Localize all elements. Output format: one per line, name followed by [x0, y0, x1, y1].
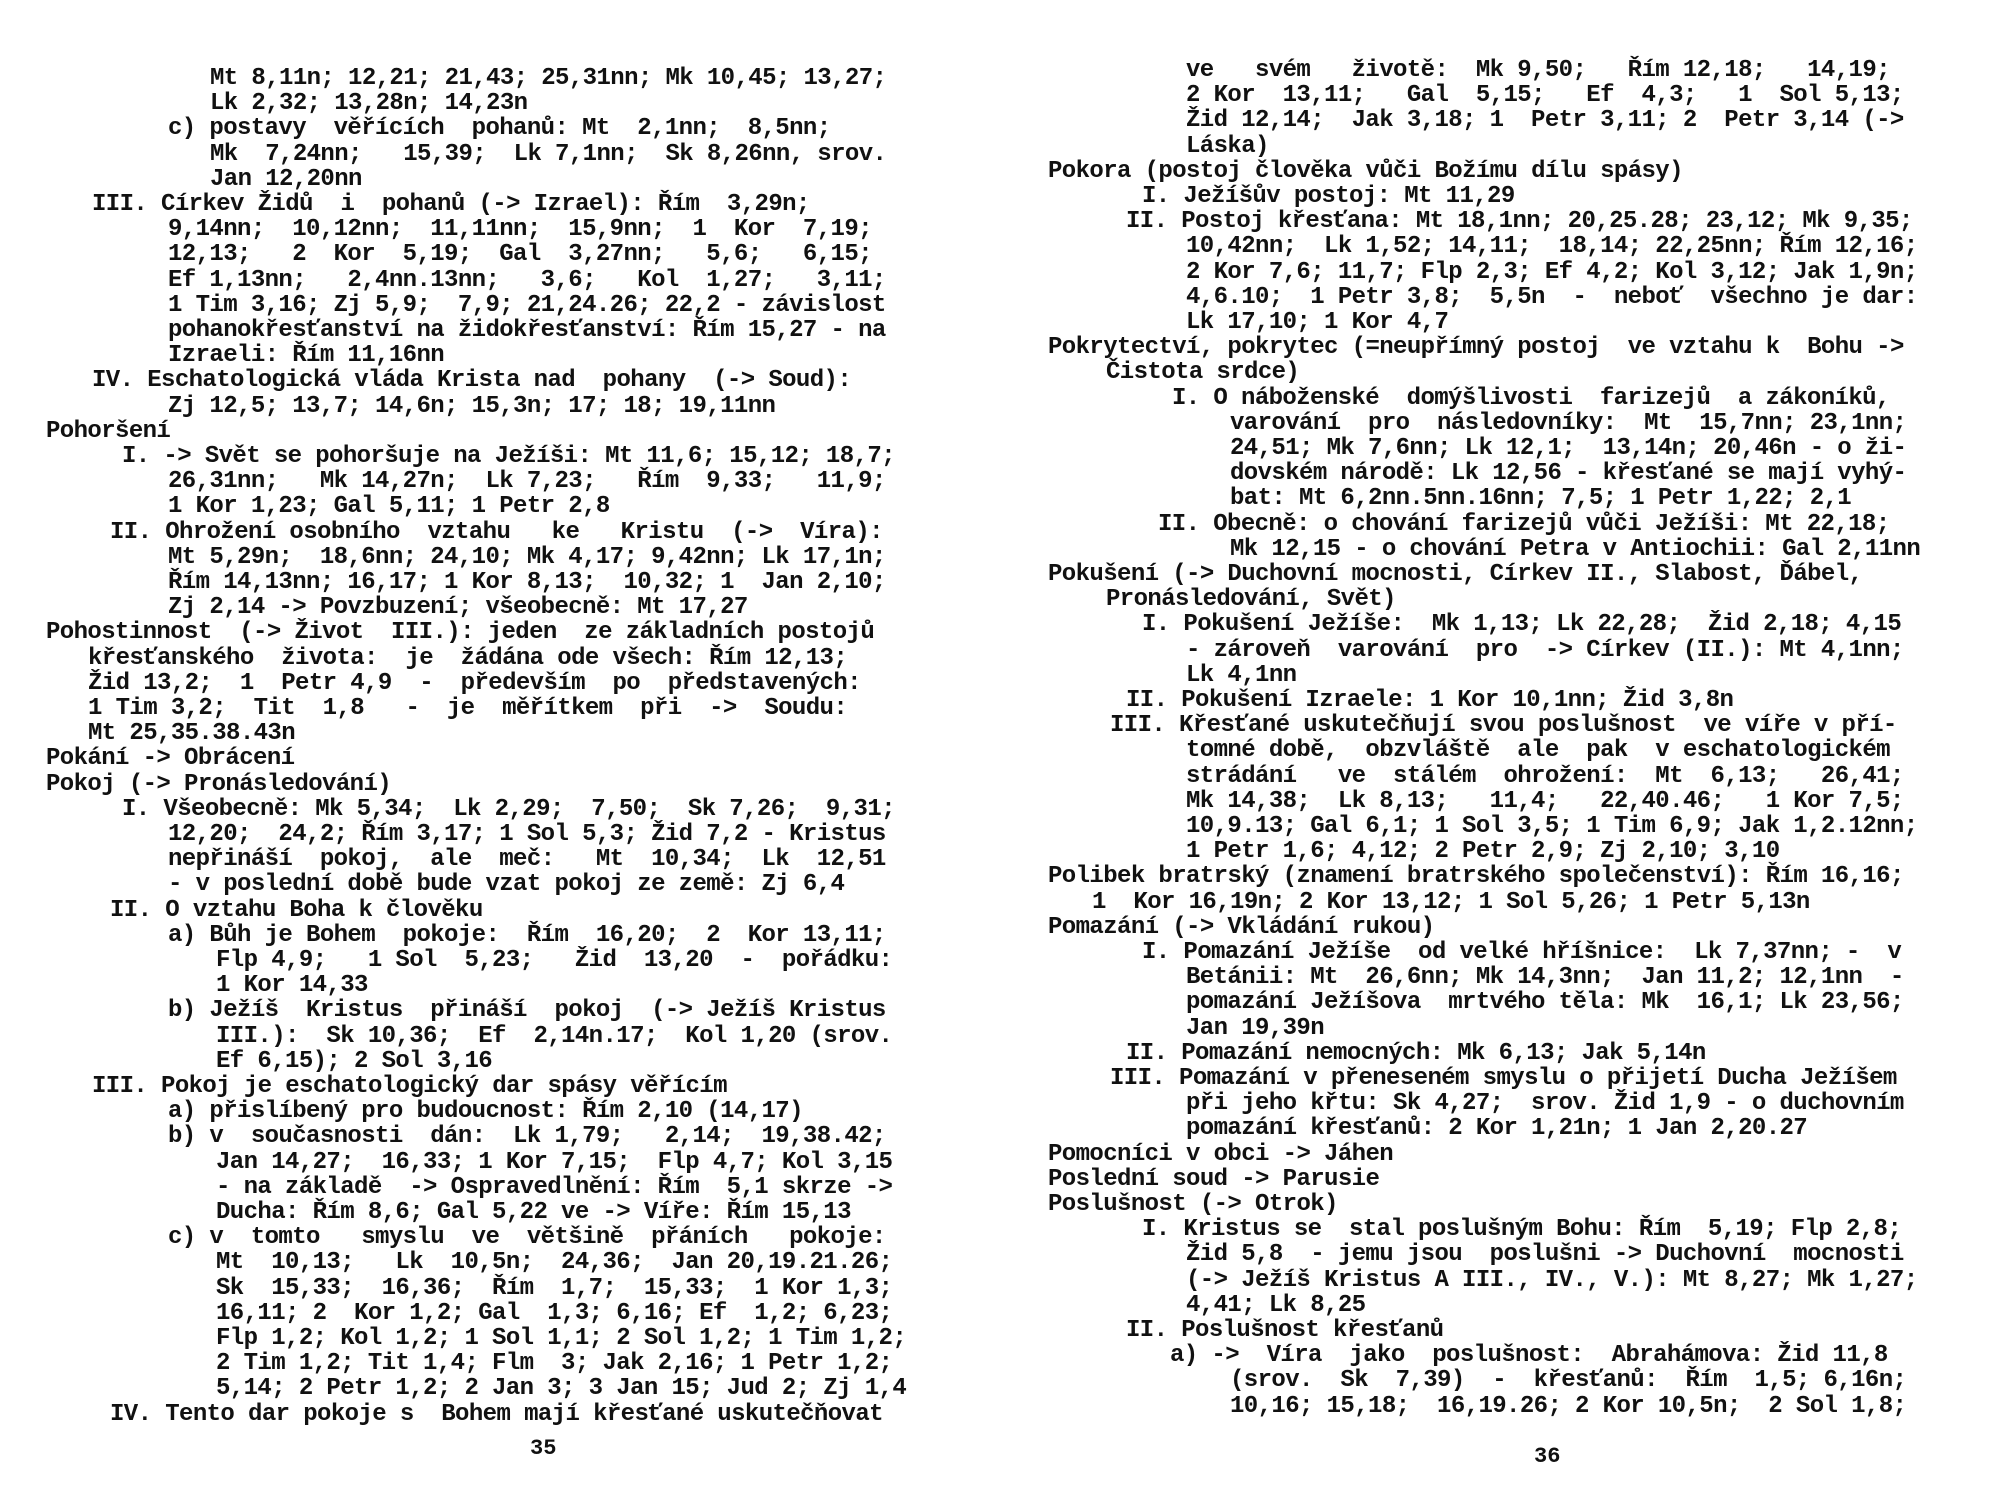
text-line: Izraeli: Řím 11,16nn — [168, 342, 445, 370]
text-line: Sk 15,33; 16,36; Řím 1,7; 15,33; 1 Kor 1,3; — [216, 1274, 893, 1302]
text-line: 16,11; 2 Kor 1,2; Gal 1,3; 6,16; Ef 1,2; 6,23; — [216, 1299, 893, 1327]
text-line: 12,13; 2 Kor 5,19; Gal 3,27nn; 5,6; 6,15; — [168, 241, 872, 269]
text-line: Pohoršení — [46, 417, 171, 445]
text-line: I. Pokušení Ježíše: Mk 1,13; Lk 22,28; Žid 2,18; 4,15 — [1142, 611, 1902, 639]
text-line: II. Obecně: o chování farizejů vůči Ježíši: Mt 22,18; — [1158, 510, 1890, 538]
text-line: Žid 13,2; 1 Petr 4,9 - především po představených: — [88, 669, 861, 697]
text-line: Pronásledování, Svět) — [1106, 586, 1396, 614]
text-line: - v poslední době bude vzat pokoj ze země: Zj 6,4 — [168, 871, 845, 899]
text-line: III. Pomazání v přeneseném smyslu o přijetí Ducha Ježíšem — [1110, 1065, 1897, 1092]
text-line: Mt 8,11n; 12,21; 21,43; 25,31nn; Mk 10,45; 13,27; — [210, 65, 887, 92]
text-line: a) Bůh je Bohem pokoje: Řím 16,20; 2 Kor 13,11; — [168, 921, 886, 949]
text-line: b) Ježíš Kristus přináší pokoj (-> Ježíš Kristus — [168, 997, 886, 1025]
text-line: 24,51; Mk 7,6nn; Lk 12,1; 13,14n; 20,46n - o ži- — [1230, 435, 1907, 462]
text-line: Pomocníci v obci -> Jáhen — [1048, 1140, 1394, 1168]
text-line: 5,14; 2 Petr 1,2; 2 Jan 3; 3 Jan 15; Jud 2; Zj 1,4 — [216, 1375, 907, 1403]
text-line: Pokušení (-> Duchovní mocnosti, Církev II., Slabost, Ďábel, — [1048, 561, 1863, 588]
text-line: Ef 6,15); 2 Sol 3,16 — [216, 1047, 493, 1075]
text-line: Lk 17,10; 1 Kor 4,7 — [1186, 309, 1449, 336]
text-line: Pokání -> Obrácení — [46, 745, 295, 773]
text-line: Láska) — [1186, 132, 1269, 160]
text-line: 1 Kor 16,19n; 2 Kor 13,12; 1 Sol 5,26; 1 Petr 5,13n — [1092, 888, 1810, 916]
text-line: 10,9.13; Gal 6,1; 1 Sol 3,5; 1 Tim 6,9; Jak 1,2.12nn; — [1186, 813, 1918, 840]
text-line: Žid 5,8 - jemu jsou poslušni -> Duchovní mocnosti — [1186, 1241, 1904, 1269]
text-line: varování pro následovníky: Mt 15,7nn; 23,1nn; — [1230, 409, 1907, 437]
text-line: - zároveň varování pro -> Církev (II.): Mt 4,1nn; — [1186, 636, 1904, 664]
text-line: pomazání křesťanů: 2 Kor 1,21n; 1 Jan 2,20.27 — [1186, 1115, 1808, 1143]
text-line: Flp 4,9; 1 Sol 5,23; Žid 13,20 - pořádku: — [216, 947, 893, 974]
text-line: I. Všeobecně: Mk 5,34; Lk 2,29; 7,50; Sk 7,26; 9,31; — [122, 795, 895, 823]
text-line: Jan 19,39n — [1186, 1014, 1325, 1042]
text-line: 2 Tim 1,2; Tit 1,4; Flm 3; Jak 2,16; 1 Petr 1,2; — [216, 1350, 893, 1378]
text-line: 4,6.10; 1 Petr 3,8; 5,5n - neboť všechno je dar: — [1186, 283, 1918, 311]
text-line: Jan 12,20nn — [210, 165, 362, 193]
text-line: a) přislíbený pro budoucnost: Řím 2,10 (14,17) — [168, 1098, 803, 1126]
right-page — [1002, 0, 2004, 1500]
text-line: 10,16; 15,18; 16,19.26; 2 Kor 10,5n; 2 Sol 1,8; — [1230, 1392, 1907, 1420]
text-line: I. Pomazání Ježíše od velké hříšnice: Lk 7,37nn; - v — [1142, 939, 1902, 966]
text-line: Pokoj (-> Pronásledování) — [46, 770, 392, 798]
text-line: Ef 1,13nn; 2,4nn.13nn; 3,6; Kol 1,27; 3,11; — [168, 266, 886, 294]
text-line: 1 Tim 3,2; Tit 1,8 - je měřítkem při -> Soudu: — [88, 695, 848, 722]
text-line: II. Ohrožení osobního vztahu ke Kristu (-> Víra): — [110, 518, 883, 546]
text-line: Mk 14,38; Lk 8,13; 11,4; 22,40.46; 1 Kor 7,5; — [1186, 787, 1904, 815]
text-line: Pokora (postoj člověka vůči Božímu dílu spásy) — [1048, 157, 1683, 185]
text-line: I. Ježíšův postoj: Mt 11,29 — [1142, 183, 1515, 210]
text-line: při jeho křtu: Sk 4,27; srov. Žid 1,9 - o duchovním — [1186, 1090, 1904, 1118]
text-line: Jan 14,27; 16,33; 1 Kor 7,15; Flp 4,7; Kol 3,15 — [216, 1148, 893, 1176]
text-line: Lk 2,32; 13,28n; 14,23n — [210, 90, 528, 118]
text-line: dovském národě: Lk 12,56 - křesťané se mají vyhý- — [1230, 460, 1907, 488]
text-line: 2 Kor 7,6; 11,7; Flp 2,3; Ef 4,2; Kol 3,12; Jak 1,9n; — [1186, 258, 1918, 286]
text-line: strádání ve stálém ohrožení: Mt 6,13; 26,41; — [1186, 762, 1904, 790]
text-line: c) v tomto smyslu ve většině přáních pokoje: — [168, 1224, 886, 1252]
text-line: 1 Kor 14,33 — [216, 972, 368, 1000]
text-line: Řím 14,13nn; 16,17; 1 Kor 8,13; 10,32; 1 Jan 2,10; — [168, 569, 886, 596]
text-line: II. Postoj křesťana: Mt 18,1nn; 20,25.28; 23,12; Mk 9,35; — [1126, 208, 1913, 236]
text-line: 2 Kor 13,11; Gal 5,15; Ef 4,3; 1 Sol 5,13; — [1186, 82, 1904, 110]
text-line: 1 Petr 1,6; 4,12; 2 Petr 2,9; Zj 2,10; 3,10 — [1186, 838, 1780, 866]
text-line: Polibek bratrský (znamení bratrského společenství): Řím 16,16; — [1048, 863, 1904, 891]
text-line: IV. Eschatologická vláda Krista nad pohany (-> Soud): — [92, 367, 852, 395]
text-line: pohanokřesťanství na židokřesťanství: Řím 15,27 - na — [168, 317, 886, 344]
text-line: tomné době, obzvláště ale pak v eschatologickém — [1186, 737, 1890, 765]
text-line: nepřináší pokoj, ale meč: Mt 10,34; Lk 12,51 — [168, 846, 886, 874]
text-line: Zj 2,14 -> Povzbuzení; všeobecně: Mt 17,27 — [168, 594, 748, 622]
text-line: b) v současnosti dán: Lk 1,79; 2,14; 19,38.42; — [168, 1123, 886, 1151]
text-line: pomazání Ježíšova mrtvého těla: Mk 16,1; Lk 23,56; — [1186, 989, 1904, 1017]
text-line: 12,20; 24,2; Řím 3,17; 1 Sol 5,3; Žid 7,2 - Kristus — [168, 821, 886, 848]
text-line: Mk 7,24nn; 15,39; Lk 7,1nn; Sk 8,26nn, srov. — [210, 140, 887, 168]
page-number: 36 — [1534, 1444, 1561, 1469]
text-line: 1 Kor 1,23; Gal 5,11; 1 Petr 2,8 — [168, 493, 610, 521]
text-line: Lk 4,1nn — [1186, 661, 1297, 689]
text-line: II. Poslušnost křesťanů — [1126, 1317, 1444, 1344]
text-line: 9,14nn; 10,12nn; 11,11nn; 15,9nn; 1 Kor 7,19; — [168, 216, 872, 244]
text-line: Flp 1,2; Kol 1,2; 1 Sol 1,1; 2 Sol 1,2; 1 Tim 1,2; — [216, 1325, 907, 1352]
text-line: (-> Ježíš Kristus A III., IV., V.): Mt 8,27; Mk 1,27; — [1186, 1266, 1918, 1294]
text-line: III. Církev Židů i pohanů (-> Izrael): Řím 3,29n; — [92, 191, 810, 218]
text-line: Čistota srdce) — [1106, 359, 1300, 387]
text-line: Pomazání (-> Vkládání rukou) — [1048, 913, 1435, 941]
text-line: Poslední soud -> Parusie — [1048, 1165, 1380, 1193]
text-line: křesťanského života: je žádána ode všech: Řím 12,13; — [88, 644, 848, 672]
text-line: 26,31nn; Mk 14,27n; Lk 7,23; Řím 9,33; 11,9; — [168, 468, 886, 496]
text-line: Pokrytectví, pokrytec (=neupřímný postoj ve vztahu k Bohu -> — [1048, 334, 1904, 362]
text-line: (srov. Sk 7,39) - křesťanů: Řím 1,5; 6,16n; — [1230, 1367, 1907, 1395]
text-line: - na základě -> Ospravedlnění: Řím 5,1 skrze -> — [216, 1173, 893, 1201]
text-line: Ducha: Řím 8,6; Gal 5,22 ve -> Víře: Řím 15,13 — [216, 1199, 851, 1226]
text-line: III. Pokoj je eschatologický dar spásy věřícím — [92, 1073, 727, 1100]
text-line: II. O vztahu Boha k člověku — [110, 896, 483, 924]
text-line: Mt 5,29n; 18,6nn; 24,10; Mk 4,17; 9,42nn; Lk 17,1n; — [168, 543, 886, 571]
text-line: Mt 25,35.38.43n — [88, 720, 296, 748]
text-line: Zj 12,5; 13,7; 14,6n; 15,3n; 17; 18; 19,11nn — [168, 392, 776, 420]
text-line: Žid 12,14; Jak 3,18; 1 Petr 3,11; 2 Petr 3,14 (-> — [1186, 107, 1904, 135]
text-line: 4,41; Lk 8,25 — [1186, 1291, 1366, 1319]
text-line: I. O náboženské domýšlivosti farizejů a zákoníků, — [1172, 384, 1890, 412]
text-line: I. -> Svět se pohoršuje na Ježíši: Mt 11,6; 15,12; 18,7; — [122, 443, 895, 470]
text-line: I. Kristus se stal poslušným Bohu: Řím 5,19; Flp 2,8; — [1142, 1216, 1902, 1244]
text-line: c) postavy věřících pohanů: Mt 2,1nn; 8,5nn; — [168, 115, 831, 143]
text-line: Betánii: Mt 26,6nn; Mk 14,3nn; Jan 11,2; 12,1nn - — [1186, 964, 1904, 992]
text-line: bat: Mt 6,2nn.5nn.16nn; 7,5; 1 Petr 1,22; 2,1 — [1230, 485, 1852, 513]
text-line: Mt 10,13; Lk 10,5n; 24,36; Jan 20,19.21.26; — [216, 1249, 893, 1277]
text-line: Pohostinnost (-> Život III.): jeden ze základních postojů — [46, 619, 875, 647]
page-number: 35 — [530, 1436, 557, 1461]
text-line: 1 Tim 3,16; Zj 5,9; 7,9; 21,24.26; 22,2 - závislost — [168, 291, 886, 319]
text-line: II. Pomazání nemocných: Mk 6,13; Jak 5,14n — [1126, 1039, 1706, 1067]
text-line: III.): Sk 10,36; Ef 2,14n.17; Kol 1,20 (srov. — [216, 1022, 893, 1050]
text-line: IV. Tento dar pokoje s Bohem mají křesťané uskutečňovat — [110, 1400, 883, 1428]
text-line: a) -> Víra jako poslušnost: Abrahámova: Žid 11,8 — [1170, 1342, 1888, 1370]
text-line: Poslušnost (-> Otrok) — [1048, 1191, 1338, 1218]
text-line: III. Křesťané uskutečňují svou poslušnost ve víře v pří- — [1110, 712, 1897, 740]
text-line: Mk 12,15 - o chování Petra v Antiochii: Gal 2,11nn — [1230, 535, 1921, 563]
text-line: II. Pokušení Izraele: 1 Kor 10,1nn; Žid 3,8n — [1126, 687, 1734, 714]
text-line: 10,42nn; Lk 1,52; 14,11; 18,14; 22,25nn; Řím 12,16; — [1186, 233, 1918, 261]
text-line: ve svém životě: Mk 9,50; Řím 12,18; 14,19; — [1186, 57, 1890, 84]
